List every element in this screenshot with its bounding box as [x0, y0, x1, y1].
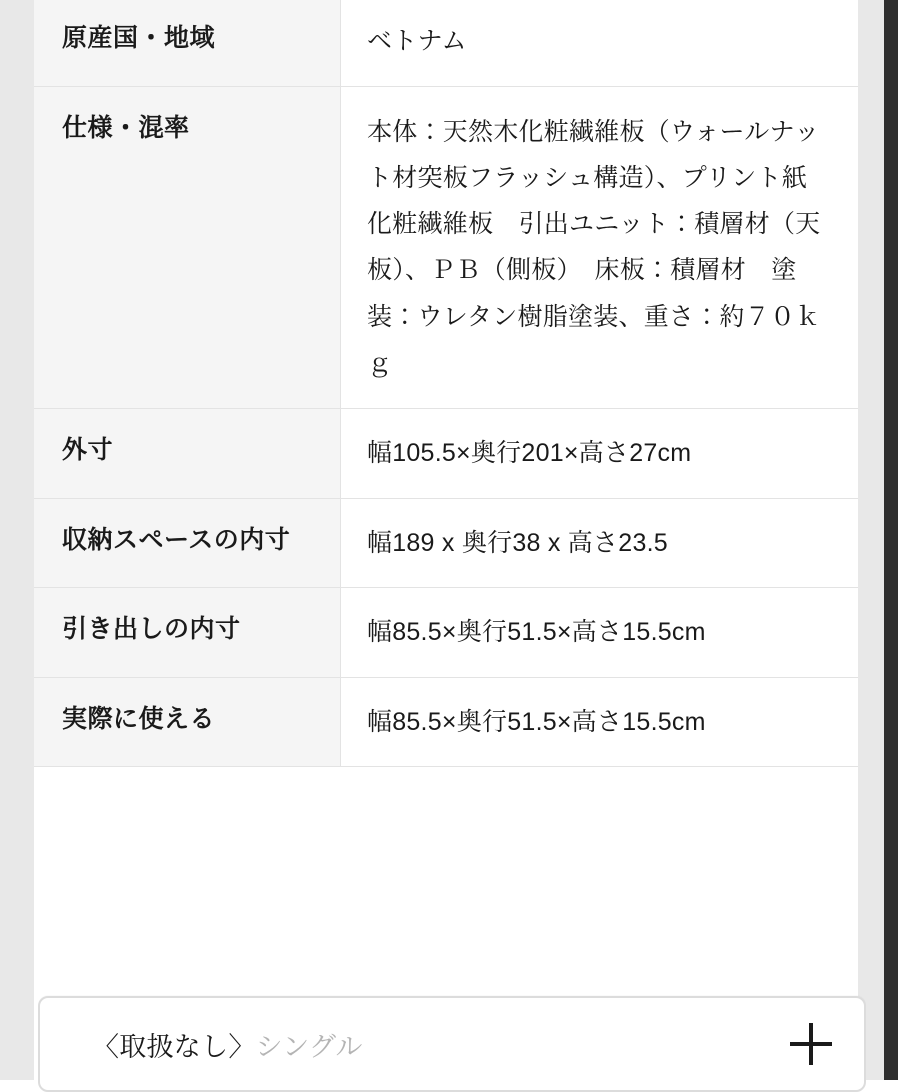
spec-value-usable: 幅85.5×奥行51.5×高さ15.5cm: [341, 677, 859, 767]
table-row: [34, 0, 858, 86]
accordion-item-single[interactable]: [38, 996, 866, 1092]
table-row: [34, 498, 858, 588]
accordion-availability-tag: 〈取扱なし〉: [92, 1031, 256, 1062]
spec-label-material: 仕様・混率: [34, 86, 341, 409]
accordion-label: [92, 1025, 363, 1064]
screen-right-edge: [884, 0, 898, 1080]
table-row: [34, 588, 858, 678]
spec-label-storage-inner-size: 収納スペースの内寸: [34, 498, 341, 588]
spec-value-material: 本体：天然木化粧繊維板（ウォールナット材突板フラッシュ構造）、プリント紙化粧繊維板 引出ユニット：積層材（天板）、ＰＢ（側板） 床板：積層材 塗装：ウレタン樹脂塗装、重さ：約７０ｋｇ: [341, 86, 859, 409]
spec-label-origin: 原産国・地域: [34, 0, 341, 86]
table-row: [34, 409, 858, 499]
spec-value-storage-inner-size: 幅189 x 奥行38 x 高さ23.5: [341, 498, 859, 588]
table-row: [34, 86, 858, 409]
table-row: [34, 677, 858, 767]
spec-label-drawer-inner-size: 引き出しの内寸: [34, 588, 341, 678]
spec-label-usable: 実際に使える: [34, 677, 341, 767]
product-spec-table: [34, 0, 858, 767]
spec-value-origin: ベトナム: [341, 0, 859, 86]
spec-value-drawer-inner-size: 幅85.5×奥行51.5×高さ15.5cm: [341, 588, 859, 678]
spec-value-outer-size: 幅105.5×奥行201×高さ27cm: [341, 409, 859, 499]
page-left-gutter: [0, 0, 34, 1080]
accordion-item-name: シングル: [255, 1031, 363, 1062]
spec-label-outer-size: 外寸: [34, 409, 341, 499]
plus-icon[interactable]: [788, 1021, 834, 1067]
